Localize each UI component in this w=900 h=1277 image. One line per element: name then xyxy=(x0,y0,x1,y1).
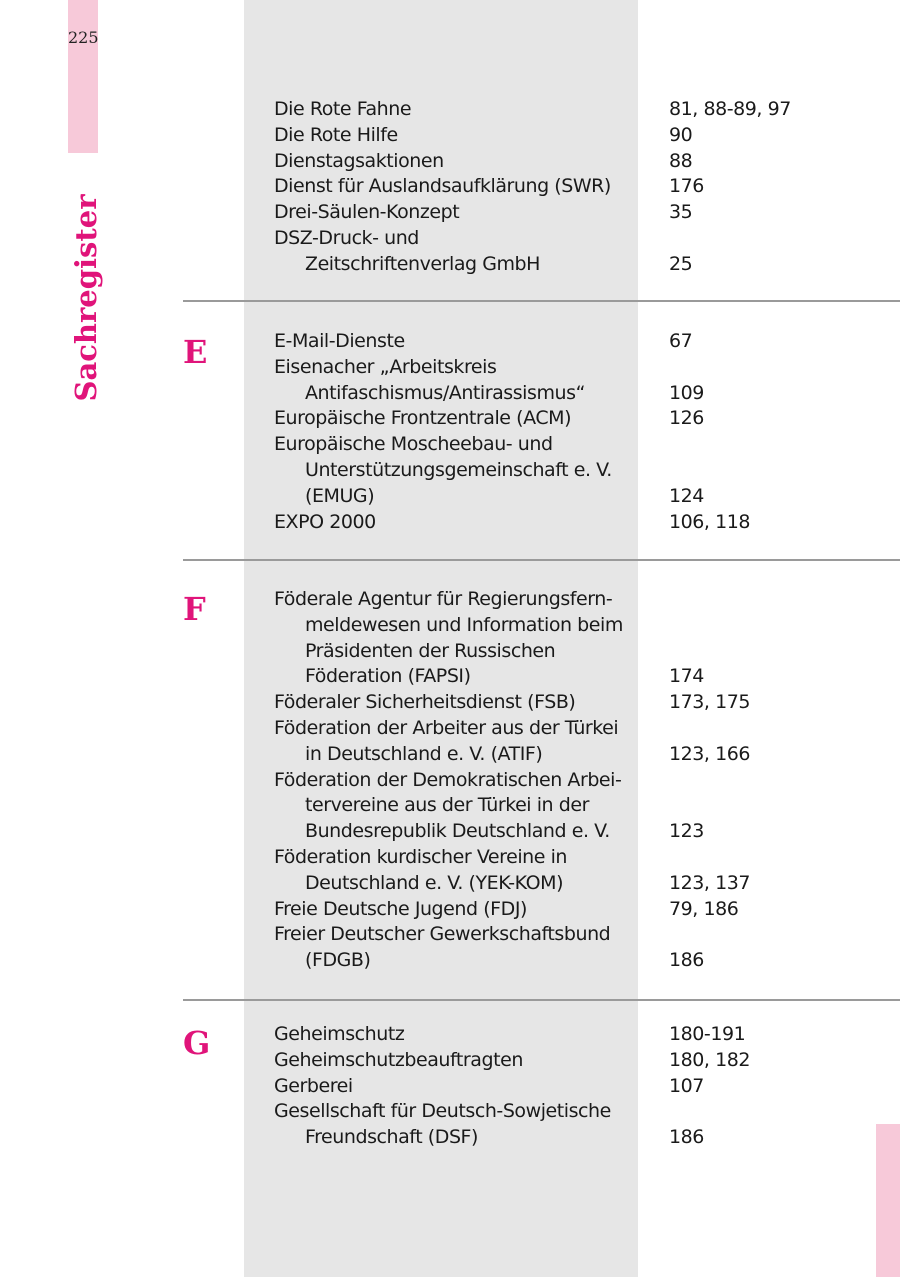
divider-g xyxy=(183,999,900,1001)
index-term: (FDGB) xyxy=(305,949,371,972)
index-term: Dienst für Auslandsaufklärung (SWR) xyxy=(274,175,611,198)
index-line xyxy=(274,97,834,123)
index-term: Geheimschutzbeauftragten xyxy=(274,1048,523,1071)
index-line xyxy=(274,200,834,226)
index-term: Gesellschaft für Deutsch-Sowjetische xyxy=(274,1100,611,1123)
index-line xyxy=(274,174,834,200)
index-pages: 67 xyxy=(669,330,693,352)
index-line xyxy=(274,1074,834,1100)
index-line xyxy=(274,716,834,742)
index-line xyxy=(274,690,834,716)
index-term: Geheimschutz xyxy=(274,1023,405,1045)
index-pages: 123, 137 xyxy=(669,871,751,894)
index-term: Die Rote Hilfe xyxy=(274,123,398,146)
index-pages: 107 xyxy=(669,1074,704,1097)
index-pages: 124 xyxy=(669,484,704,507)
letter-heading-e: E xyxy=(183,333,208,371)
index-line xyxy=(274,1022,834,1048)
index-line xyxy=(274,948,834,974)
index-line xyxy=(274,664,834,690)
index-pages: 109 xyxy=(669,381,704,404)
index-group-e xyxy=(274,329,834,535)
index-term: Freie Deutsche Jugend (FDJ) xyxy=(274,897,527,920)
index-term: Europäische Frontzentrale (ACM) xyxy=(274,407,572,430)
index-term: Freier Deutscher Gewerkschaftsbund xyxy=(274,923,611,946)
index-line xyxy=(274,613,834,639)
index-line xyxy=(274,381,834,407)
letter-heading-g: G xyxy=(183,1024,211,1062)
section-title: Sachregister xyxy=(69,194,103,402)
index-term: Bundesrepublik Deutschland e. V. xyxy=(305,820,610,843)
index-term: Föderation der Demokratischen Arbei- xyxy=(274,768,622,791)
index-line xyxy=(274,587,834,613)
index-term: Deutschland e. V. (YEK-KOM) xyxy=(305,871,564,894)
index-pages: 173, 175 xyxy=(669,691,751,714)
index-term: Dienstagsaktionen xyxy=(274,149,444,172)
index-line xyxy=(274,355,834,381)
index-line xyxy=(274,1125,834,1151)
index-term: Präsidenten der Russischen xyxy=(305,639,556,662)
index-pages: 123 xyxy=(669,820,704,843)
divider-e xyxy=(183,300,900,302)
index-term: Zeitschriftenverlag GmbH xyxy=(305,252,540,275)
index-line xyxy=(274,123,834,149)
index-pages: 81, 88-89, 97 xyxy=(669,98,791,120)
index-term: E-Mail-Dienste xyxy=(274,330,405,352)
index-pages: 186 xyxy=(669,949,704,972)
index-pages: 106, 118 xyxy=(669,510,751,533)
index-term: DSZ-Druck- und xyxy=(274,226,419,249)
index-pages: 88 xyxy=(669,149,693,172)
index-pages: 174 xyxy=(669,665,704,688)
index-line xyxy=(274,149,834,175)
index-term: meldewesen und Information beim xyxy=(305,613,623,636)
index-line xyxy=(274,922,834,948)
index-line xyxy=(274,871,834,897)
page-number: 225 xyxy=(68,28,99,47)
index-line xyxy=(274,845,834,871)
index-line xyxy=(274,252,834,278)
index-line xyxy=(274,793,834,819)
index-term: Föderaler Sicherheitsdienst (FSB) xyxy=(274,691,576,714)
index-term: Unterstützungsgemeinschaft e. V. xyxy=(305,458,612,481)
index-term: Föderation kurdischer Vereine in xyxy=(274,845,567,868)
index-term: Gerberei xyxy=(274,1074,353,1097)
index-term: Freundschaft (DSF) xyxy=(305,1126,478,1149)
index-pages: 126 xyxy=(669,407,704,430)
index-group-g xyxy=(274,1022,834,1151)
letter-heading-f: F xyxy=(183,590,206,628)
index-pages: 180, 182 xyxy=(669,1048,751,1071)
index-term: Föderale Agentur für Regierungsfern- xyxy=(274,588,613,610)
index-line xyxy=(274,742,834,768)
index-pages: 176 xyxy=(669,175,704,198)
index-term: Europäische Moscheebau- und xyxy=(274,433,553,456)
index-line xyxy=(274,406,834,432)
index-pages: 186 xyxy=(669,1126,704,1149)
index-line xyxy=(274,432,834,458)
top-page-tab xyxy=(68,0,98,153)
index-term: Antifaschismus/Antirassismus“ xyxy=(305,381,585,404)
index-group-d xyxy=(274,97,834,278)
index-term: (EMUG) xyxy=(305,484,375,507)
index-pages: 35 xyxy=(669,201,693,224)
index-line xyxy=(274,226,834,252)
index-pages: 123, 166 xyxy=(669,742,751,765)
index-group-f xyxy=(274,587,834,974)
bottom-page-tab xyxy=(876,1124,900,1277)
index-line xyxy=(274,458,834,484)
index-term: Die Rote Fahne xyxy=(274,98,412,120)
index-line xyxy=(274,1099,834,1125)
index-pages: 90 xyxy=(669,123,693,146)
divider-f xyxy=(183,559,900,561)
index-pages: 25 xyxy=(669,252,693,275)
index-term: Föderation der Arbeiter aus der Türkei xyxy=(274,716,619,739)
index-term: Drei-Säulen-Konzept xyxy=(274,201,460,224)
index-term: in Deutschland e. V. (ATIF) xyxy=(305,742,543,765)
index-line xyxy=(274,510,834,536)
index-term: tervereine aus der Türkei in der xyxy=(305,794,589,817)
index-pages: 180-191 xyxy=(669,1023,746,1045)
index-term: Föderation (FAPSI) xyxy=(305,665,471,688)
index-line xyxy=(274,897,834,923)
index-pages: 79, 186 xyxy=(669,897,739,920)
index-line xyxy=(274,329,834,355)
index-line xyxy=(274,819,834,845)
index-term: EXPO 2000 xyxy=(274,510,376,533)
index-line xyxy=(274,1048,834,1074)
index-line xyxy=(274,484,834,510)
index-line xyxy=(274,639,834,665)
index-line xyxy=(274,768,834,794)
index-term: Eisenacher „Arbeitskreis xyxy=(274,355,497,378)
